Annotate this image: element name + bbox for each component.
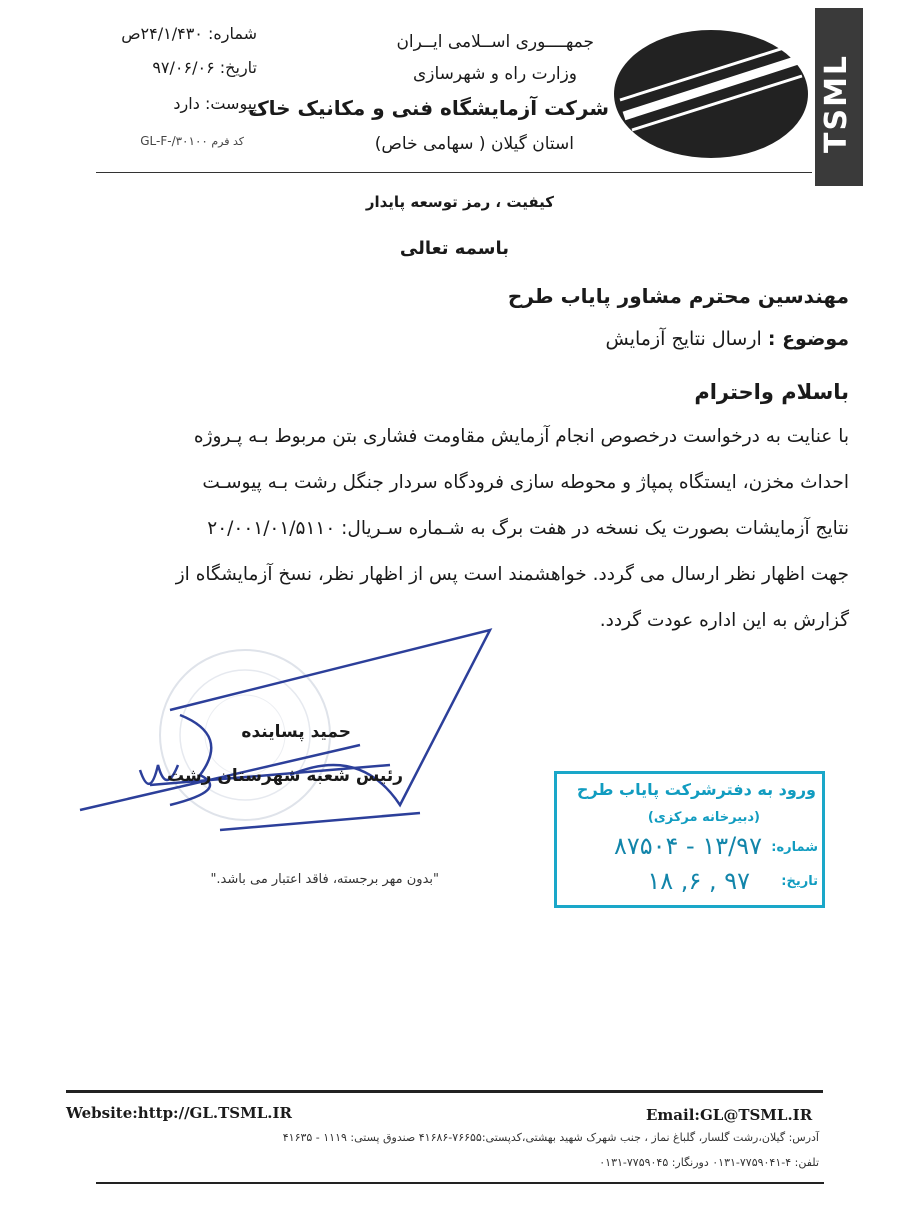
footer-divider-top [66, 1090, 823, 1093]
letter-number [121, 24, 257, 43]
footer-website: Website:http://GL.TSML.IR [66, 1104, 292, 1122]
subject-value: ارسال نتایج آزمایش [605, 328, 762, 350]
received-stamp [554, 771, 825, 908]
date-label: تاریخ: [219, 58, 257, 77]
signer-title: رئیس شعبه شهرستان رشت [166, 766, 403, 786]
footer-divider-bottom [96, 1182, 824, 1184]
body-line: نتایج آزمایشات بصورت یک نسخه در هفت برگ به شـماره سـریال: ۲۰/۰۰۱/۰۱/۵۱۱۰ [207, 518, 849, 539]
greeting: باسلام واحترام [694, 380, 849, 404]
letter-body [69, 414, 849, 644]
subject [605, 328, 849, 350]
stamp-number-value: ۱۳/۹۷ - ۸۷۵۰۴ [613, 832, 762, 860]
stamp-date-value: ۹۷ , ۶, ۱۸ [647, 867, 750, 895]
footer-address: آدرس: گیلان،رشت گلسار، گلباغ نماز ، جنب شهرک شهید بهشتی،کدپستی:۷۶۶۵۵-۴۱۶۸۶ صندوق پستی: ۱۱۱۹ - ۴۱۶۳۵ [282, 1131, 819, 1144]
stamp-date-label: تاریخ: [781, 874, 818, 889]
attachment-label: پیوست: [204, 94, 257, 113]
footer-phone: تلفن: ۴-۷۷۵۹۰۴۱-۰۱۳۱ دورنگار: ۷۷۵۹۰۴۵-۰۱۳۱ [599, 1156, 819, 1169]
bismillah: باسمه تعالی [399, 238, 509, 259]
form-code-label: کد فرم [211, 135, 244, 148]
body-line: گزارش به این اداره عودت گردد. [599, 610, 849, 631]
body-line: با عنایت به درخواست درخصوص انجام آزمایش مقاومت فشاری بتن مربوط بـه پـروژه [193, 426, 849, 447]
number-label: شماره: [207, 24, 257, 43]
number-value: ۲۴/۱/۴۳۰ص [121, 24, 203, 43]
body-line: احداث مخزن، ایستگاه پمپاژ و محوطه سازی فرودگاه سردار جنگل رشت بـه پیوسـت [202, 472, 849, 493]
recipient: مهندسین محترم مشاور پایاب طرح [507, 284, 849, 308]
body-line: جهت اظهار نظر ارسال می گردد. خواهشمند است پس از اظهار نظر، نسخ آزمایشگاه از [175, 564, 849, 585]
stamp-number-label: شماره: [771, 840, 818, 855]
logo-text: TSML [819, 53, 854, 153]
attachment-value: دارد [173, 94, 200, 113]
form-code [140, 134, 244, 148]
logo-bar [815, 8, 863, 186]
footer-email: Email:GL@TSML.IR [646, 1106, 813, 1124]
republic-title: جمهــــوری اســلامی ایــران [396, 32, 594, 52]
form-code-value: GL-F-/۳۰۱۰۰ [140, 134, 208, 148]
letter-date [152, 58, 257, 77]
seal-note: "بدون مهر برجسته، فاقد اعتبار می باشد." [210, 872, 439, 887]
signer-name: حمید پساینده [241, 722, 351, 742]
stamp-title: ورود به دفترشرکت پایاب طرح [576, 780, 816, 799]
stamp-subtitle: (دبیرخانه مرکزی) [647, 810, 760, 825]
company-title: شرکت آزمایشگاه فنی و مکانیک خاک [248, 96, 609, 120]
slogan: کیفیت ، رمز توسعه پایدار [365, 193, 554, 211]
province-title: استان گیلان ( سهامی خاص) [374, 134, 574, 154]
company-logo-icon [612, 28, 810, 160]
subject-label: موضوع : [767, 328, 849, 350]
header-divider [96, 172, 812, 173]
date-value: ۹۷/۰۶/۰۶ [152, 58, 215, 77]
ministry-title: وزارت راه و شهرسازی [412, 64, 577, 84]
letter-attachment [173, 94, 257, 113]
